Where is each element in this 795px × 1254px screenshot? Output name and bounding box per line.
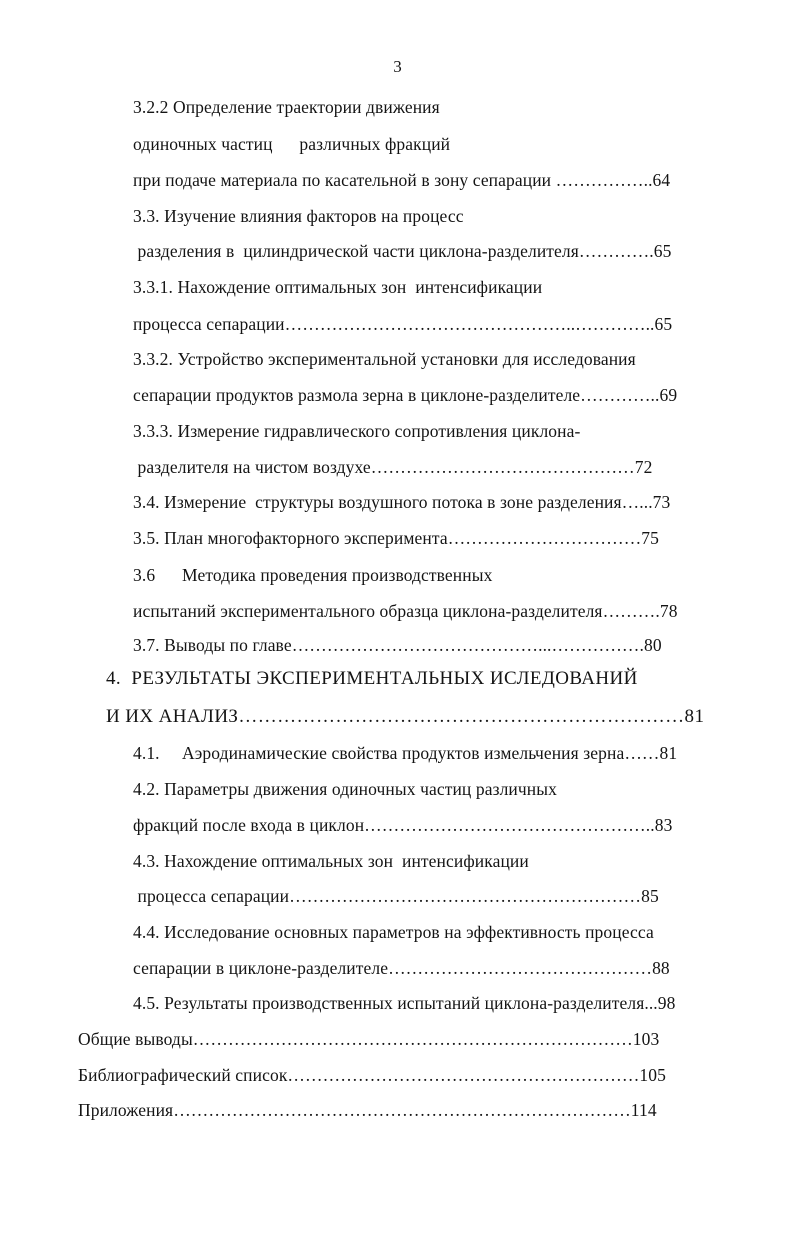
toc-line: процесса сепарации……………………………………………………85: [133, 886, 659, 906]
toc-line: Приложения……………………………………………………………………114: [78, 1100, 657, 1120]
toc-line: при подаче материала по касательной в зону сепарации ……………..64: [133, 170, 671, 190]
toc-line: 3.7. Выводы по главе……………………………………...…………….80: [133, 635, 662, 655]
toc-line: сепарации продуктов размола зерна в циклоне-разделителе…………..69: [133, 385, 678, 405]
page-number: 3: [393, 57, 402, 76]
toc-line: 4.4. Исследование основных параметров на эффективность процесса: [133, 922, 654, 942]
toc-chapter-heading: И ИХ АНАЛИЗ……………………………………………………………81: [106, 706, 705, 727]
toc-line: сепарации в циклоне-разделителе………………………………………88: [133, 958, 670, 978]
toc-line: 3.6 Методика проведения производственных: [133, 565, 493, 585]
toc-line: 4.2. Параметры движения одиночных частиц различных: [133, 779, 557, 799]
toc-line: 4.5. Результаты производственных испытаний циклона-разделителя...98: [133, 993, 676, 1013]
toc-line: 3.3.2. Устройство экспериментальной установки для исследования: [133, 349, 636, 369]
toc-chapter-heading: 4. РЕЗУЛЬТАТЫ ЭКСПЕРИМЕНТАЛЬНЫХ ИСЛЕДОВАНИЙ: [106, 668, 638, 689]
toc-line: процесса сепарации…………………………………………..…………..65: [133, 314, 673, 334]
toc-line: 3.3.3. Измерение гидравлического сопротивления циклона-: [133, 421, 581, 441]
toc-line: 3.5. План многофакторного эксперимента……………………………75: [133, 528, 659, 548]
toc-line: испытаний экспериментального образца циклона-разделителя……….78: [133, 601, 678, 621]
toc-line: Библиографический список……………………………………………………105: [78, 1065, 666, 1085]
toc-line: фракций после входа в циклон…………………………………………..83: [133, 815, 673, 835]
toc-line: разделителя на чистом воздухе………………………………………72: [133, 457, 653, 477]
toc-line: 3.4. Измерение структуры воздушного потока в зоне разделения…...73: [133, 492, 671, 512]
toc-line: 4.3. Нахождение оптимальных зон интенсификации: [133, 851, 529, 871]
toc-line: 3.3. Изучение влияния факторов на процесс: [133, 206, 464, 226]
toc-line: одиночных частиц различных фракций: [133, 134, 451, 154]
toc-line: 4.1. Аэродинамические свойства продуктов измельчения зерна……81: [133, 743, 678, 763]
toc-line: Общие выводы…………………………………………………………………103: [78, 1029, 660, 1049]
toc-line: разделения в цилиндрической части циклона-разделителя………….65: [133, 241, 672, 261]
toc-line: 3.3.1. Нахождение оптимальных зон интенсификации: [133, 277, 543, 297]
toc-line: 3.2.2 Определение траектории движения: [133, 97, 440, 117]
